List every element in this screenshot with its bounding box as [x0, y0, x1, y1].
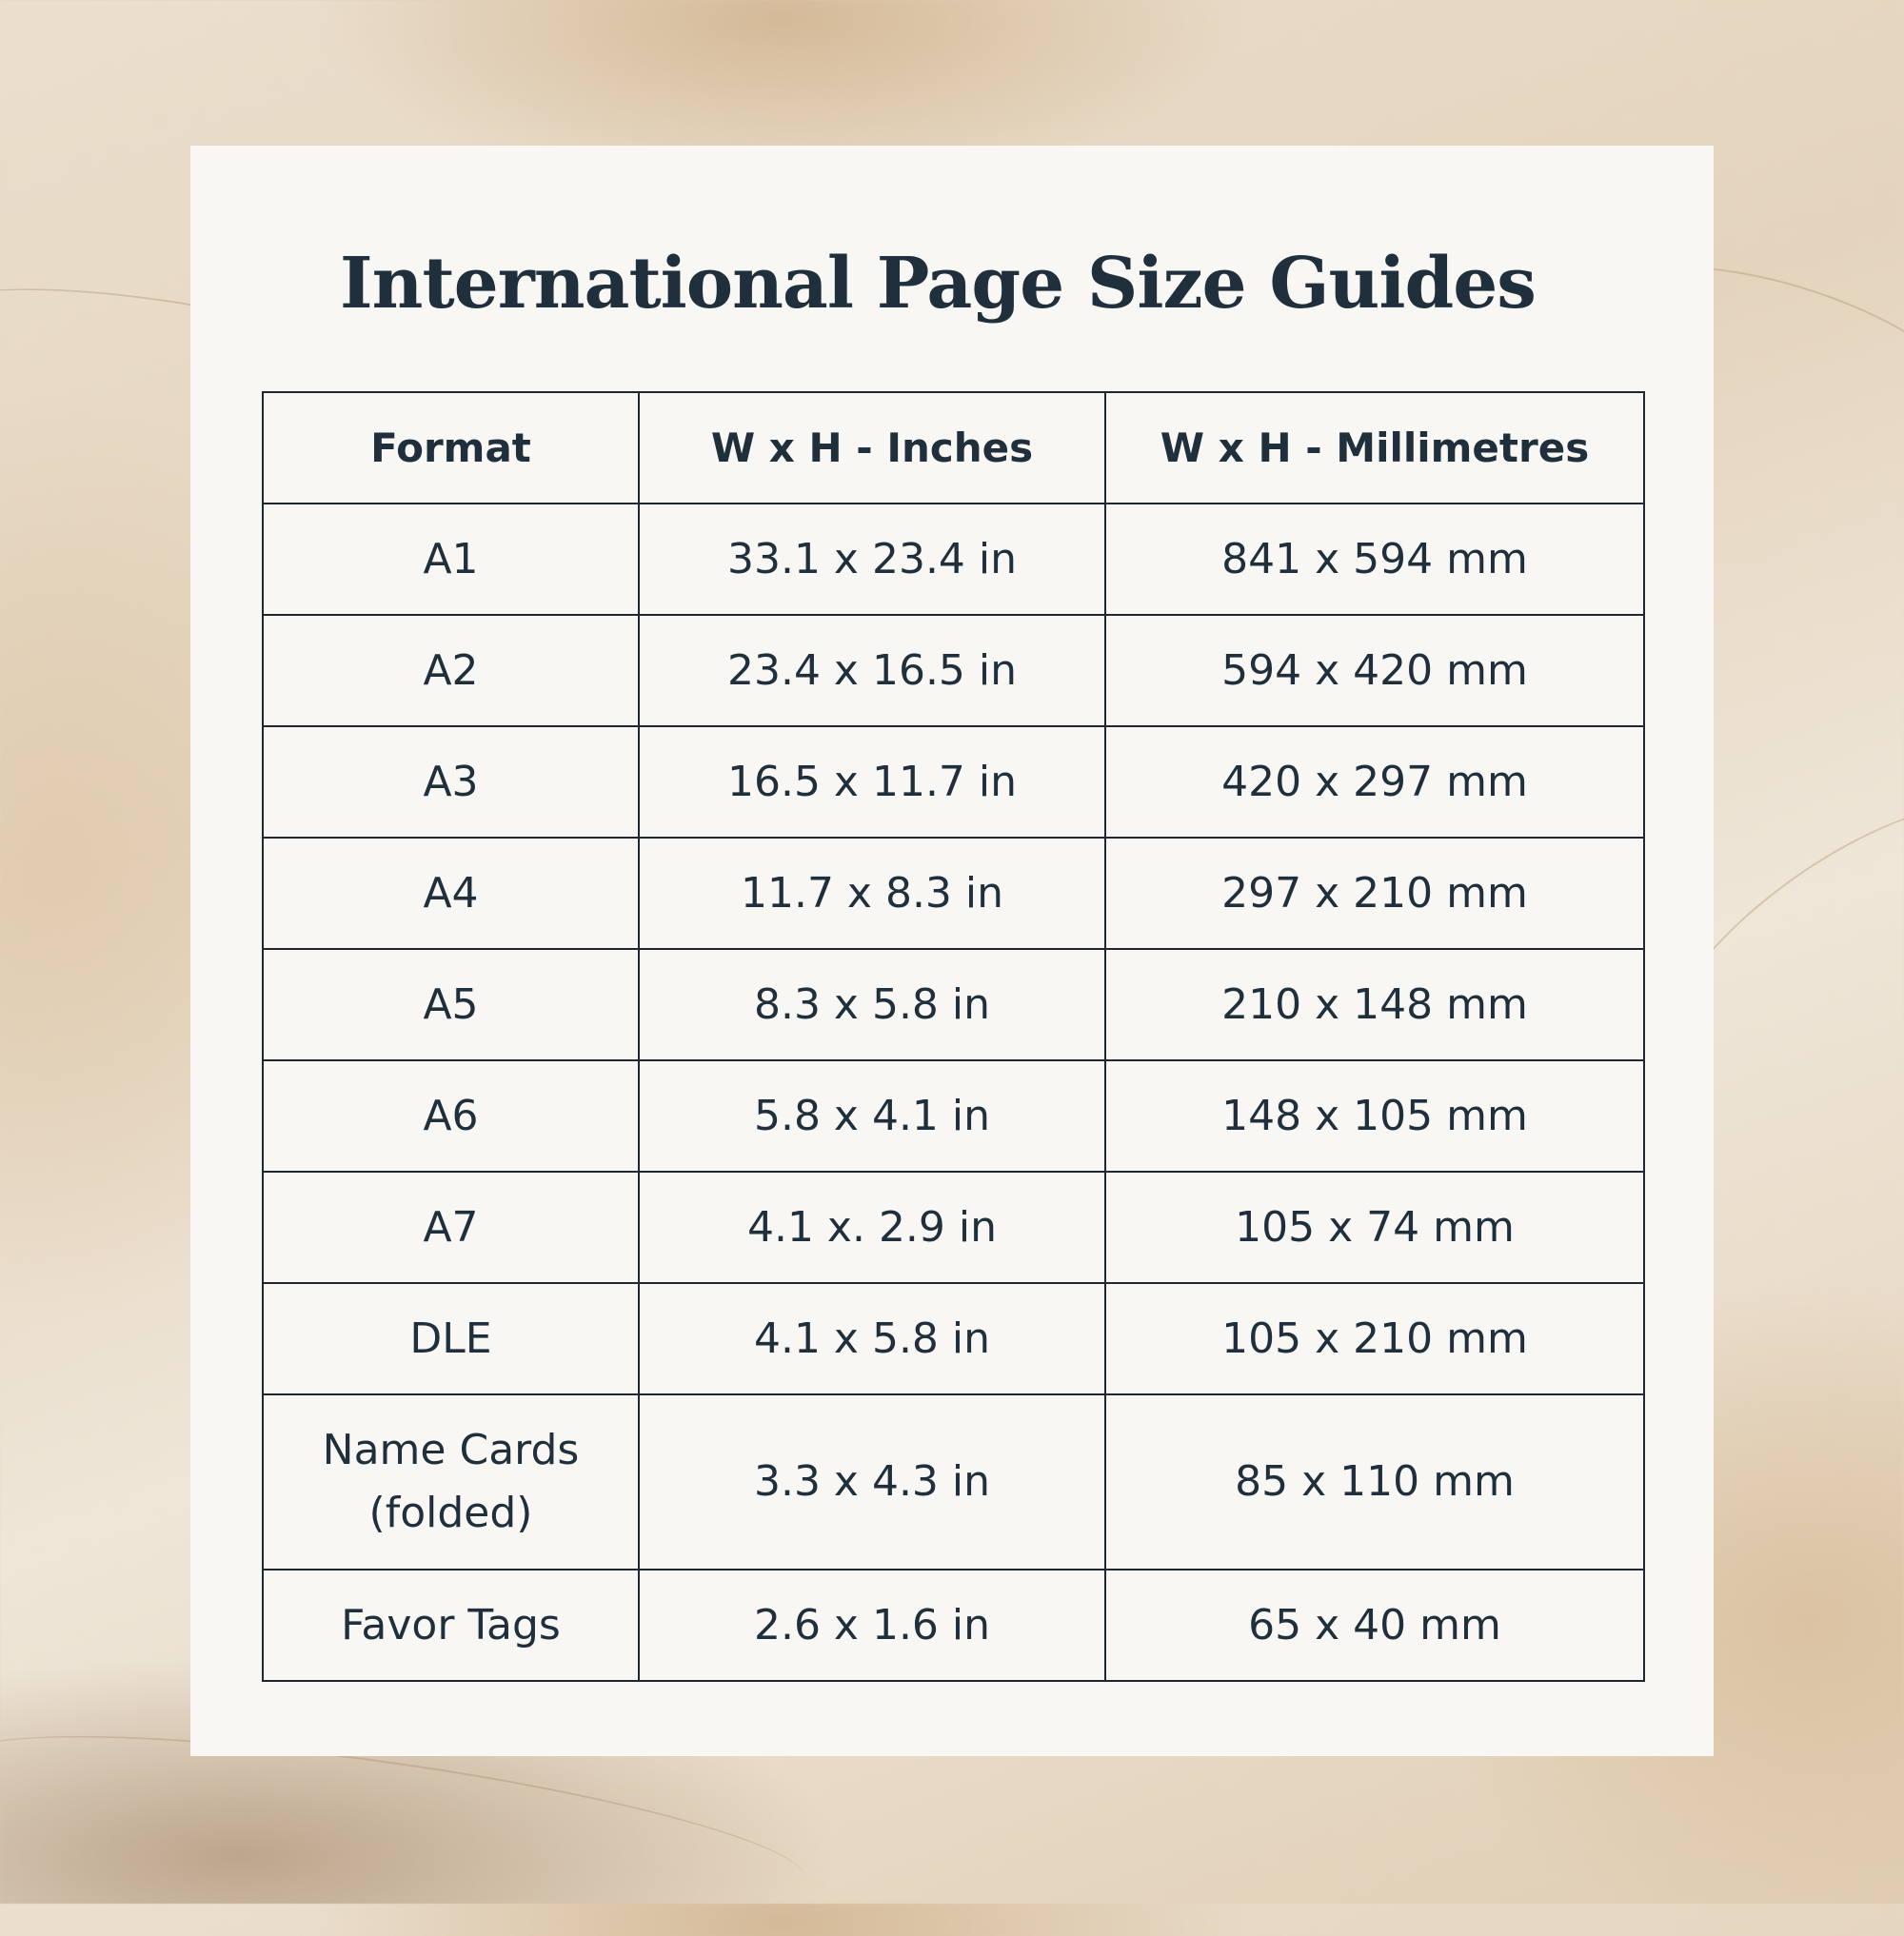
cell-format: Favor Tags	[263, 1570, 639, 1681]
cell-format: A5	[263, 949, 639, 1060]
cell-format: A1	[263, 504, 639, 615]
cell-mm: 85 x 110 mm	[1105, 1394, 1644, 1570]
table-header-row	[263, 392, 1644, 504]
page-title: International Page Size Guides	[340, 243, 1536, 325]
cell-inches: 4.1 x. 2.9 in	[639, 1172, 1105, 1283]
cell-inches: 5.8 x 4.1 in	[639, 1060, 1105, 1172]
cell-format: Name Cards (folded)	[263, 1394, 639, 1570]
cell-mm: 594 x 420 mm	[1105, 615, 1644, 726]
table-row	[263, 1060, 1644, 1172]
cell-mm: 148 x 105 mm	[1105, 1060, 1644, 1172]
cell-format: DLE	[263, 1283, 639, 1394]
header-format: Format	[263, 392, 639, 504]
cell-mm: 297 x 210 mm	[1105, 838, 1644, 949]
table-row	[263, 726, 1644, 838]
table-row	[263, 615, 1644, 726]
cell-format: A2	[263, 615, 639, 726]
cell-mm: 420 x 297 mm	[1105, 726, 1644, 838]
cell-format: A7	[263, 1172, 639, 1283]
cell-mm: 105 x 74 mm	[1105, 1172, 1644, 1283]
page-size-table	[262, 391, 1645, 1682]
table-row	[263, 1283, 1644, 1394]
cell-inches: 2.6 x 1.6 in	[639, 1570, 1105, 1681]
cell-format: A3	[263, 726, 639, 838]
table-row	[263, 504, 1644, 615]
header-inches: W x H - Inches	[639, 392, 1105, 504]
cell-mm: 210 x 148 mm	[1105, 949, 1644, 1060]
table-row	[263, 949, 1644, 1060]
cell-mm: 841 x 594 mm	[1105, 504, 1644, 615]
table-row	[263, 1570, 1644, 1681]
header-millimetres: W x H - Millimetres	[1105, 392, 1644, 504]
cell-format: A6	[263, 1060, 639, 1172]
cell-inches: 3.3 x 4.3 in	[639, 1394, 1105, 1570]
cell-mm: 65 x 40 mm	[1105, 1570, 1644, 1681]
table-row	[263, 838, 1644, 949]
table-row	[263, 1394, 1644, 1570]
cell-format: A4	[263, 838, 639, 949]
cell-inches: 11.7 x 8.3 in	[639, 838, 1105, 949]
cell-inches: 16.5 x 11.7 in	[639, 726, 1105, 838]
cell-mm: 105 x 210 mm	[1105, 1283, 1644, 1394]
cell-inches: 8.3 x 5.8 in	[639, 949, 1105, 1060]
cell-inches: 23.4 x 16.5 in	[639, 615, 1105, 726]
cell-inches: 33.1 x 23.4 in	[639, 504, 1105, 615]
table-row	[263, 1172, 1644, 1283]
cell-inches: 4.1 x 5.8 in	[639, 1283, 1105, 1394]
